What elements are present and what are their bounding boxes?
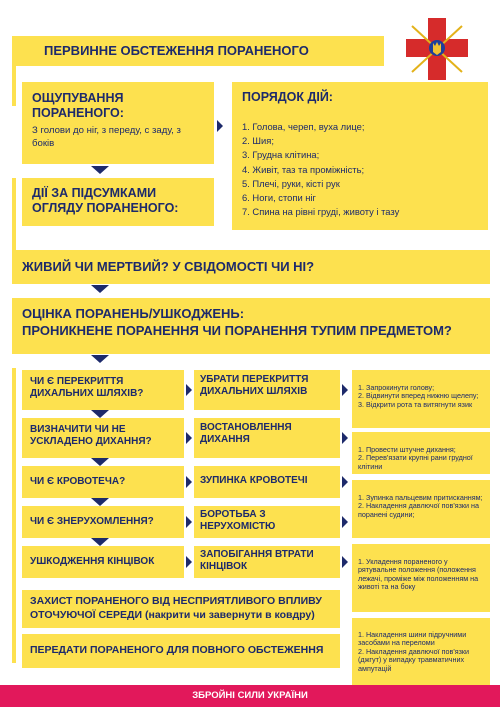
note-text: 1. Запрокинути голову; 2. Відвинути вперед нижню щелепу; 3. Відкрити рота та витягнути язик: [358, 382, 479, 409]
arrow-right-icon: [217, 120, 223, 132]
action-text: БОРОТЬБА З НЕРУХОМІСТЮ: [200, 509, 276, 532]
results-box: [22, 178, 214, 226]
question-text: ВИЗНАЧИТИ ЧИ НЕ УСКЛАДЕНО ДИХАННЯ?: [30, 424, 152, 447]
note-text: 1. Зупинка пальцевим притисканням; 2. Накладення давлючої пов'язки на поранені судини;: [358, 492, 483, 519]
connector: [12, 368, 16, 663]
arrow-right-icon: [342, 516, 348, 528]
arrow-down-icon: [91, 355, 109, 363]
question-text: ЧИ Є ПЕРЕКРИТТЯ ДИХАЛЬНИХ ШЛЯХІВ?: [30, 376, 144, 399]
order-list: [242, 120, 478, 219]
arrow-down-icon: [91, 285, 109, 293]
results-heading: ДІЇ ЗА ПІДСУМКАМИ ОГЛЯДУ ПОРАНЕНОГО:: [32, 186, 179, 215]
arrow-right-icon: [186, 476, 192, 488]
action-box: [194, 466, 340, 498]
arrow-down-icon: [91, 410, 109, 418]
note-box: [352, 480, 490, 538]
arrow-down-icon: [91, 538, 109, 546]
question-text: ЧИ Є КРОВОТЕЧА?: [30, 476, 126, 487]
arrow-right-icon: [342, 384, 348, 396]
armed-forces-emblem: [402, 16, 472, 82]
arrow-down-icon: [91, 458, 109, 466]
action-text: ЗАПОБІГАННЯ ВТРАТИ КІНЦІВОК: [200, 549, 314, 572]
arrow-down-icon: [91, 166, 109, 174]
action-box: [194, 370, 340, 410]
note-box: [352, 370, 490, 428]
note-box: [352, 544, 490, 612]
palpation-box: [22, 82, 214, 164]
question-box: [22, 546, 184, 578]
arrow-down-icon: [91, 498, 109, 506]
question-text: УШКОДЖЕННЯ КІНЦІВОК: [30, 556, 155, 567]
order-item: 4. Живіт, таз та проміжність;: [242, 163, 365, 175]
order-item: 6. Ноги, стопи ніг: [242, 192, 316, 204]
arrow-right-icon: [186, 556, 192, 568]
order-item: 1. Голова, череп, вуха лице;: [242, 121, 365, 132]
palpation-text: З голови до ніг, з переду, с заду, з боків: [32, 125, 181, 149]
protect-box: [22, 590, 340, 628]
action-text: ВОСТАНОВЛЕННЯ ДИХАННЯ: [200, 422, 292, 445]
question-box: [22, 418, 184, 458]
footer-text: ЗБРОЙНІ СИЛИ УКРАЇНИ: [192, 690, 308, 701]
alive-box: [12, 250, 490, 284]
assessment-box: [12, 298, 490, 354]
arrow-right-icon: [186, 516, 192, 528]
action-box: [194, 418, 340, 458]
protect-text: ЗАХИСТ ПОРАНЕНОГО ВІД НЕСПРИЯТЛИВОГО ВПЛИВУ ОТОЧУЮЧОЇ СЕРЕДИ (накрити чи завернути в ковдру): [30, 595, 322, 621]
note-box: [352, 618, 490, 686]
assessment-line2: ПРОНИКНЕНЕ ПОРАНЕННЯ ЧИ ПОРАНЕННЯ ТУПИМ ПРЕДМЕТОМ?: [22, 323, 452, 338]
order-item: 3. Грудна клітина;: [242, 149, 320, 161]
question-box: [22, 370, 184, 410]
connector: [12, 178, 16, 260]
transfer-box: [22, 634, 340, 668]
palpation-heading: ОЩУПУВАННЯ ПОРАНЕНОГО:: [32, 91, 124, 120]
arrow-right-icon: [186, 432, 192, 444]
question-box: [22, 506, 184, 538]
arrow-right-icon: [342, 432, 348, 444]
action-text: УБРАТИ ПЕРЕКРИТТЯ ДИХАЛЬНИХ ШЛЯХІВ: [200, 374, 309, 397]
action-text: ЗУПИНКА КРОВОТЕЧІ: [200, 475, 308, 486]
order-item: 5. Плечі, руки, кісті рук: [242, 177, 340, 189]
connector: [12, 66, 16, 106]
action-box: [194, 506, 340, 538]
question-text: ЧИ Є ЗНЕРУХОМЛЕННЯ?: [30, 516, 154, 527]
footer-bar: [0, 685, 500, 707]
order-item: 2. Шия;: [242, 135, 274, 147]
note-box: [352, 432, 490, 474]
order-box: [232, 82, 488, 230]
assessment-line1: ОЦІНКА ПОРАНЕНЬ/УШКОДЖЕНЬ:: [22, 306, 245, 321]
arrow-right-icon: [186, 384, 192, 396]
note-text: 1. Провести штучне дихання; 2. Перев'язати крупні рани грудної клітини: [358, 444, 473, 471]
arrow-right-icon: [342, 476, 348, 488]
page-title: ПЕРВИННЕ ОБСТЕЖЕННЯ ПОРАНЕНОГО: [44, 43, 309, 58]
order-heading: ПОРЯДОК ДІЙ:: [242, 90, 333, 104]
question-box: [22, 466, 184, 498]
order-item: 7. Спина на рівні груді, животу і тазу: [242, 206, 400, 218]
alive-heading: ЖИВИЙ ЧИ МЕРТВИЙ? У СВІДОМОСТІ ЧИ НІ?: [22, 259, 315, 274]
note-text: 1. Укладення пораненого у рятувальне положення (положення лежачі, проміже між положенням на животі та на боку: [358, 556, 479, 592]
arrow-right-icon: [342, 556, 348, 568]
action-box: [194, 546, 340, 578]
armed-forces-cross-icon: [402, 16, 472, 82]
note-text: 1. Накладення шини підручними засобами на переломи 2. Накладення давлючої пов'язки (джгут) у випадку травматичних ампутацій: [358, 629, 470, 673]
transfer-text: ПЕРЕДАТИ ПОРАНЕНОГО ДЛЯ ПОВНОГО ОБСТЕЖЕННЯ: [30, 644, 324, 656]
